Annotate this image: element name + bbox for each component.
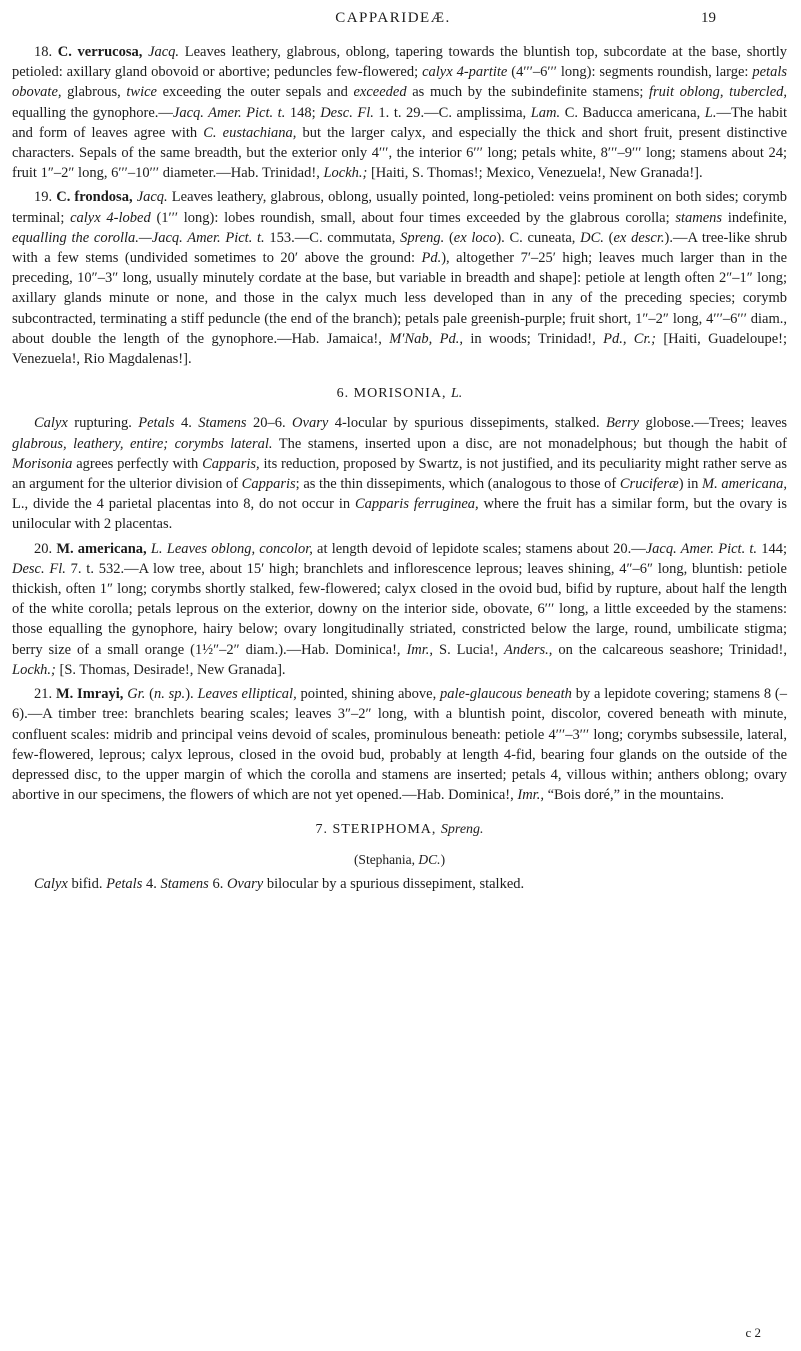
species-entry-18 [12,42,787,183]
text: glabrous, leathery, entire; corymbs lateral. [12,435,273,452]
text: pointed, shining above, [300,686,437,703]
species-entry-21 [12,684,787,805]
species-name: M. Imrayi, [55,686,124,703]
text: equalling the gynophore.— [12,104,173,121]
species-entry-20 [12,539,787,680]
text: Capparis [241,476,296,493]
text: 4-locular by spurious dissepiments, stalked. [334,415,600,432]
text: Stamens [160,875,209,892]
text: indefinite, [727,209,788,226]
text: 1. t. 29.—C. amplissima, [378,104,527,121]
text: Lam. [530,104,561,121]
page-number: 19 [701,10,716,26]
text: L. [704,104,717,121]
text: C. Baducca americana, [564,104,701,121]
text: ex descr. [613,229,665,246]
text: Imr., [517,787,544,804]
text: calyx 4-lobed [70,209,151,226]
text: Stamens [198,415,247,432]
text: 153.—C. commutata, [269,229,396,246]
text: S. Lucia!, [439,641,499,658]
signature-mark: c 2 [745,1325,761,1340]
species-author: Jacq. [136,189,168,206]
text: ( [448,229,454,246]
text: 4. [180,415,192,432]
text: rupturing. [74,415,132,432]
text: Leaves leathery, glabrous, oblong, usually pointed, long-petioled: veins prominent on both sides; corymb terminal; [12,189,788,226]
text: Berry [606,415,640,432]
text: ( [608,229,614,246]
text: exceeding the outer sepals and [162,84,348,101]
text: Ovary [292,415,329,432]
genus-author: Spreng. [440,822,484,838]
species-name: M. americana, [56,540,147,557]
genus-title: 7. STERIPHOMA, [315,822,437,838]
genus-description [12,874,787,894]
text: M. americana, [702,476,788,493]
text: 7. t. 532.—A low tree, about 15′ high; branchlets and inflorescence leprous; leaves shining, 4″–6″ long, bluntish: petiole thickish, often 1″ long; corymbs shortly stalked, few-flowered; calyx closed in the ovoid bud, bifid by rupture, about half the length of the white corolla; petals leprous on the exterior, downy on the interior side, obovate, 6′′′ long, a little exceeded by the stamens: those equalling the gynophore, hairy below; ovary longitudinally striated, constricted below the large, round, umbilicate stigma; berry size of a small orange (1½″–2″ diam.).— [12,560,787,658]
page-body [12,42,787,894]
text: n. sp. [153,686,186,703]
habitat-label: Hab. [291,330,320,347]
text: C. eustachiana, [203,124,297,141]
text: 6. [212,875,224,892]
text: glabrous, [67,84,121,101]
species-entry-19 [12,187,787,369]
text: Capparis, [202,455,260,472]
running-head [78,10,716,32]
text: Lockh.; [12,661,56,678]
habitat-label: Hab. [230,165,259,182]
text: Petals [138,415,175,432]
species-author: Jacq. [148,44,180,60]
species-number: 20. [34,540,53,557]
text: L., divide the 4 parietal placentas into 8, do not occur in [12,496,351,513]
text: 148; [289,104,316,121]
text: where the fruit has a similar form, but the ovary is unilocular with 2 placentas. [12,496,787,533]
text: Leaves oblong, concolor, [166,540,313,557]
text: petals obovate, [12,64,788,101]
habitat-label: Hab. [416,787,445,804]
species-name: C. verrucosa, [57,44,143,60]
text: Lockh.; [323,165,368,182]
text: [S. Thomas, Desirade!, New Granada]. [59,661,286,678]
text: bifid. [71,875,103,892]
text: Jacq. Amer. Pict. t. [172,104,286,121]
text: on the calcareous seashore; Trinidad!, [558,641,788,658]
running-title: CAPPARIDEÆ. [335,10,451,26]
text: equalling the corolla.—Jacq. Amer. Pict. t. [12,229,265,246]
habitat-label: Hab. [301,641,329,658]
species-author: Gr. [127,686,146,703]
text: Dominica!, [334,641,401,658]
text: ), altogether 7′–25′ high; leaves much larger than in the preceding, 10″–3″ long, usually minutely cordate at the base, but variable in breadth and shape]: petiole at length often 2″–1″ long; axillary glands minute or none, and those in the calyx much less developed than in any of the preceding species; corymb subcontracted, terminating a stiff peduncle (the end of the branch); petals pale greenish-purple; fruit short, 1″–2″ long, 4′′′–6′′′ diam., about double the length of the gynophore.— [12,250,788,347]
text: The stamens, inserted upon a disc, are not monadelphous; but though the habit of [278,435,787,452]
genus-author: L. [451,386,463,402]
text: stamens [675,209,723,226]
text: Capparis ferruginea, [354,496,479,513]
text: 4. [145,875,157,892]
text: [Haiti, S. Thomas!; Mexico, Venezuela!, New Granada!]. [370,165,703,182]
text: Petals [106,875,143,892]
text: as much by the subindefinite stamens; [412,84,644,101]
text: Desc. Fl. [320,104,374,121]
text: ). [185,686,194,703]
text: Anders., [504,641,553,658]
text: (1′′′ long): lobes roundish, small, about four times exceeded by the glabrous corolla; [156,209,670,226]
text: (4′′′–6′′′ long): segments roundish, large: [511,64,749,81]
text: at length devoid of lepidote scales; stamens about 20.— [317,540,646,557]
text: Dominica!, [448,787,514,804]
text: ( [149,686,154,703]
text: Calyx [34,875,68,892]
genus-synonym [12,850,787,870]
text: ).—A tree-like shrub with a few stems (undivided sometimes to 20′ above the ground: [12,229,788,267]
text: —The habit and form of leaves agree with [12,104,788,141]
text: ex loco [453,229,497,246]
text: pale-glaucous beneath [440,686,572,703]
text: DC. [580,229,604,246]
text: Spreng. [400,229,445,246]
text: Imr., [406,641,434,658]
text: Cruciferæ [619,476,679,493]
text: calyx 4-partite [422,64,508,81]
text: Leaves elliptical, [197,686,297,703]
text: fruit oblong, tubercled, [649,84,788,101]
species-number: 18. [34,44,53,60]
species-name: C. frondosa, [56,189,133,206]
text: its reduction, proposed by Swartz, is not justified, and its peculiarity might rather serve as an argument for the ulterior division of [12,455,787,493]
species-author: L. [150,540,163,557]
text: “Bois doré,” in the mountains. [547,787,724,804]
text: Morisonia [12,455,73,472]
text: ) in [678,476,699,493]
text: Pd. [421,250,442,267]
species-number: 21. [34,686,53,703]
text: (Stephania, [353,851,416,867]
text: Pd., Cr.; [603,330,656,347]
text: Leaves leathery, glabrous, oblong, tapering towards the bluntish top, subcordate at the base, shortly petioled: axillary gland obovoid or abortive; peduncles few-flowered; [12,44,787,81]
genus-heading [12,384,787,404]
text: Trinidad!, [261,165,320,182]
text: by a lepidote covering; stamens 8 (–6).—A timber tree: branchlets bearing scales; leaves 3″–2″ long, with a bluntish point, discolor, covered beneath with minute, confluent scales: midrib and principal veins devoid of scales, prominulous beneath: petiole 4′′′–3′′′ long; corymbs subsessile, lateral, few-flowered, leprous; calyx leprous, closed in the ovoid bud, probably at length 4-fid, bearing four glands on the outside of the depressed disc, to the upper margin of which the corolla and stamens are inserted; petals 4, villous within; anthers oblong; ovary abortive in our specimens, the flowers of which are not yet opened.— [12,686,787,804]
text: exceeded [353,84,407,101]
text: bilocular by a spurious dissepiment, stalked. [266,875,525,892]
text: M′Nab, Pd., [389,330,463,347]
text: ). C. cuneata, [496,229,576,246]
text: but the larger calyx, and especially the thick and short fruit, present distinctive characters. Sepals of the same breadth, but the exterior only 4′′′, the interior 6′′′ long; petals white, 8′′′–9′′′ long; stamens about 24; fruit 1″–2″ long, 6′′′–10′′′ diameter.— [12,124,788,182]
species-number: 19. [34,189,53,206]
text: twice [126,84,157,101]
text: DC. [418,851,441,867]
text: agrees perfectly with [76,455,199,472]
text: ) [440,851,446,867]
text: Desc. Fl. [12,560,66,577]
text: Jamaica!, [326,330,382,347]
text: 20–6. [253,415,286,432]
text: Ovary [226,875,264,892]
text: globose.—Trees; leaves [645,415,788,432]
text: 144; [761,540,788,557]
genus-title: 6. MORISONIA, [336,386,447,402]
genus-description [12,413,787,534]
text: Jacq. Amer. Pict. t. [645,540,758,557]
text: Calyx [34,415,68,432]
text: ; as the thin dissepiments, which (analogous to those of [295,476,617,493]
genus-heading [12,820,787,840]
text: in woods; Trinidad!, [470,330,596,347]
text: [Haiti, Guadeloupe!; Venezuela!, Rio Magdalenas!]. [12,330,788,368]
